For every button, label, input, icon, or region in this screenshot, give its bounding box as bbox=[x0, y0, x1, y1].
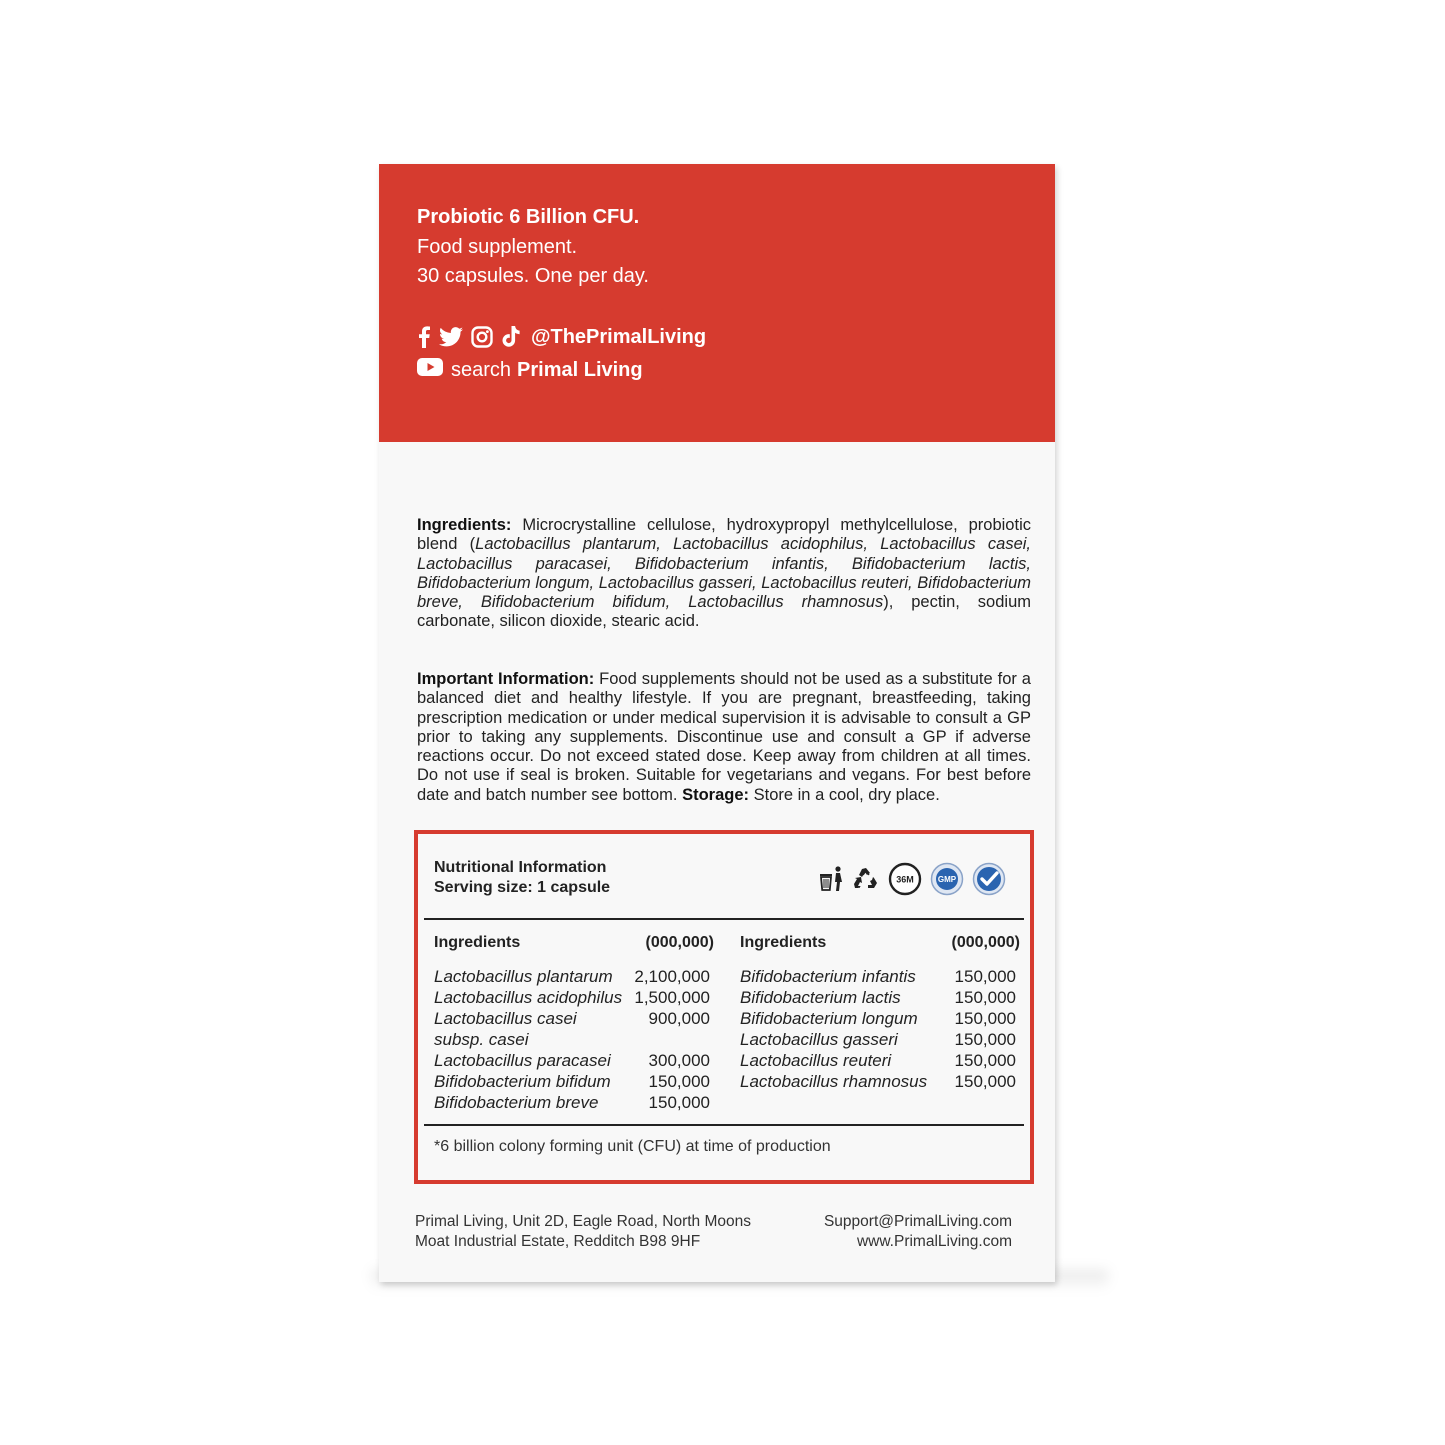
nutrition-row bbox=[434, 1071, 714, 1092]
product-title: Probiotic 6 Billion CFU. bbox=[417, 206, 640, 228]
youtube-row bbox=[417, 357, 643, 383]
nutrition-title: Nutritional Information bbox=[434, 859, 607, 876]
column-header bbox=[740, 934, 1020, 956]
storage-text: Store in a cool, dry place. bbox=[749, 785, 940, 804]
strain-name: Lactobacillus reuteri bbox=[740, 1051, 892, 1070]
36m-badge-text: 36M bbox=[896, 874, 914, 885]
strain-count bbox=[710, 1029, 714, 1050]
strain-count: 1,500,000 bbox=[634, 988, 710, 1007]
youtube-search-text: search bbox=[451, 358, 512, 381]
column-header-unit: (000,000) bbox=[951, 934, 1020, 951]
important-label: Important Information: bbox=[417, 670, 595, 688]
storage-label: Storage: bbox=[682, 785, 750, 804]
strain-name: Lactobacillus paracasei bbox=[434, 1051, 611, 1070]
nutrition-row bbox=[434, 1008, 714, 1029]
strain-name: Bifidobacterium infantis bbox=[740, 967, 916, 986]
nutrition-row bbox=[434, 1092, 714, 1113]
strain-name: Lactobacillus acidophilus bbox=[434, 988, 623, 1007]
product-dosage: 30 capsules. One per day. bbox=[417, 265, 649, 287]
strain-count: 150,000 bbox=[954, 967, 1016, 986]
company-contact bbox=[824, 1212, 1012, 1251]
important-text: Food supplements should not be used as a substitute for a balanced diet and healthy lifestyle. If you are pregnant, breastfeeding, taking prescription medication or under medical supervision it is advisable to consult a GP prior to taking any supplements. Discontinue use and consult a GP if adverse reactions occur. Do not exceed stated dose. Keep away from children at all times. Do not use if seal is broken. Suitable for vegetarians and vegans. For best before date and batch number see bottom. bbox=[417, 670, 1031, 804]
strain-name: Bifidobacterium longum bbox=[740, 1009, 918, 1028]
social-row bbox=[417, 324, 706, 350]
strain-count: 900,000 bbox=[648, 1009, 710, 1028]
social-handle[interactable]: @ThePrimalLiving bbox=[531, 325, 707, 348]
nutrition-panel bbox=[414, 830, 1034, 1184]
nutrition-column-left bbox=[434, 934, 714, 1113]
company-address bbox=[415, 1212, 751, 1251]
nutrition-row bbox=[740, 987, 1020, 1008]
bin-icon bbox=[818, 865, 844, 898]
column-header-name: Ingredients bbox=[434, 934, 521, 951]
strain-name: Bifidobacterium breve bbox=[434, 1093, 599, 1112]
cfu-footnote: *6 billion colony forming unit (CFU) at time of production bbox=[434, 1138, 831, 1155]
column-header bbox=[434, 934, 714, 956]
nutrition-row bbox=[740, 966, 1020, 987]
strain-count: 150,000 bbox=[954, 1072, 1016, 1091]
nutrition-row bbox=[434, 1029, 714, 1050]
facebook-icon[interactable] bbox=[417, 326, 431, 348]
ingredients-text-b: ), pectin, sodium carbonate, silicon dioxide, stearic acid. bbox=[417, 593, 1031, 631]
strain-count: 150,000 bbox=[648, 1093, 710, 1112]
address-line-1: Primal Living, Unit 2D, Eagle Road, North Moons bbox=[415, 1213, 751, 1230]
strain-name: Lactobacillus casei bbox=[434, 1009, 577, 1028]
gmp-badge-text: GMP bbox=[937, 875, 957, 884]
check-badge-icon bbox=[972, 862, 1006, 901]
strain-count: 150,000 bbox=[954, 1051, 1016, 1070]
ingredients-strains: Lactobacillus plantarum, Lactobacillus acidophilus, Lactobacillus casei, Lactobacillus paracasei, Bifidobacterium infantis, Bifidobacterium lactis, Bifidobacterium longum, Lactobacillus gasseri, Lactobacillus reuteri, Bifidobacterium breve, Bifidobacterium bifidum, Lactobacillus rhamnosus bbox=[417, 535, 1032, 612]
nutrition-row bbox=[740, 1029, 1020, 1050]
nutrition-top-rule bbox=[424, 918, 1024, 920]
strain-name: Bifidobacterium bifidum bbox=[434, 1072, 611, 1091]
nutrition-row bbox=[434, 966, 714, 987]
ingredients-paragraph bbox=[417, 516, 1031, 632]
certification-badges bbox=[818, 862, 1014, 901]
serving-size: Serving size: 1 capsule bbox=[434, 879, 611, 896]
youtube-icon[interactable] bbox=[417, 358, 443, 382]
strain-name: subsp. casei bbox=[434, 1030, 529, 1049]
strain-count: 150,000 bbox=[954, 988, 1016, 1007]
product-box-back bbox=[379, 164, 1055, 1282]
nutrition-row bbox=[434, 987, 714, 1008]
strain-count: 150,000 bbox=[648, 1072, 710, 1091]
website-link[interactable]: www.PrimalLiving.com bbox=[856, 1232, 1012, 1250]
nutrition-column-right bbox=[740, 934, 1020, 1092]
recycle-icon bbox=[852, 866, 880, 897]
nutrition-row bbox=[740, 1050, 1020, 1071]
strain-name: Bifidobacterium lactis bbox=[740, 988, 901, 1007]
strain-count: 150,000 bbox=[954, 1009, 1016, 1028]
column-rows bbox=[740, 966, 1020, 1092]
instagram-icon[interactable] bbox=[471, 326, 493, 348]
strain-name: Lactobacillus gasseri bbox=[740, 1030, 898, 1049]
column-header-unit: (000,000) bbox=[645, 934, 714, 951]
youtube-brand-name[interactable]: Primal Living bbox=[517, 358, 643, 381]
twitter-icon[interactable] bbox=[439, 327, 463, 347]
nutrition-bottom-rule bbox=[424, 1124, 1024, 1126]
strain-count: 300,000 bbox=[648, 1051, 710, 1070]
red-banner bbox=[379, 164, 1055, 442]
strain-count: 150,000 bbox=[954, 1030, 1016, 1049]
ingredients-label: Ingredients: bbox=[417, 516, 512, 534]
strain-count: 2,100,000 bbox=[634, 967, 710, 986]
product-subtitle: Food supplement. bbox=[417, 236, 578, 258]
nutrition-heading bbox=[434, 858, 610, 898]
support-email[interactable]: Support@PrimalLiving.com bbox=[823, 1213, 1012, 1230]
important-info-paragraph bbox=[417, 670, 1031, 805]
gmp-badge-icon bbox=[930, 862, 964, 901]
nutrition-row bbox=[434, 1050, 714, 1071]
36m-badge-icon bbox=[888, 862, 922, 901]
strain-name: Lactobacillus rhamnosus bbox=[740, 1072, 928, 1091]
nutrition-row bbox=[740, 1008, 1020, 1029]
strain-name: Lactobacillus plantarum bbox=[434, 967, 613, 986]
address-line-2: Moat Industrial Estate, Redditch B98 9HF bbox=[415, 1232, 701, 1250]
column-header-name: Ingredients bbox=[740, 934, 827, 951]
ingredients-text-a: Microcrystalline cellulose, hydroxypropyl methylcellulose, probiotic blend ( bbox=[417, 516, 1031, 554]
nutrition-row bbox=[740, 1071, 1020, 1092]
tiktok-icon[interactable] bbox=[501, 326, 521, 348]
column-rows bbox=[434, 966, 714, 1113]
